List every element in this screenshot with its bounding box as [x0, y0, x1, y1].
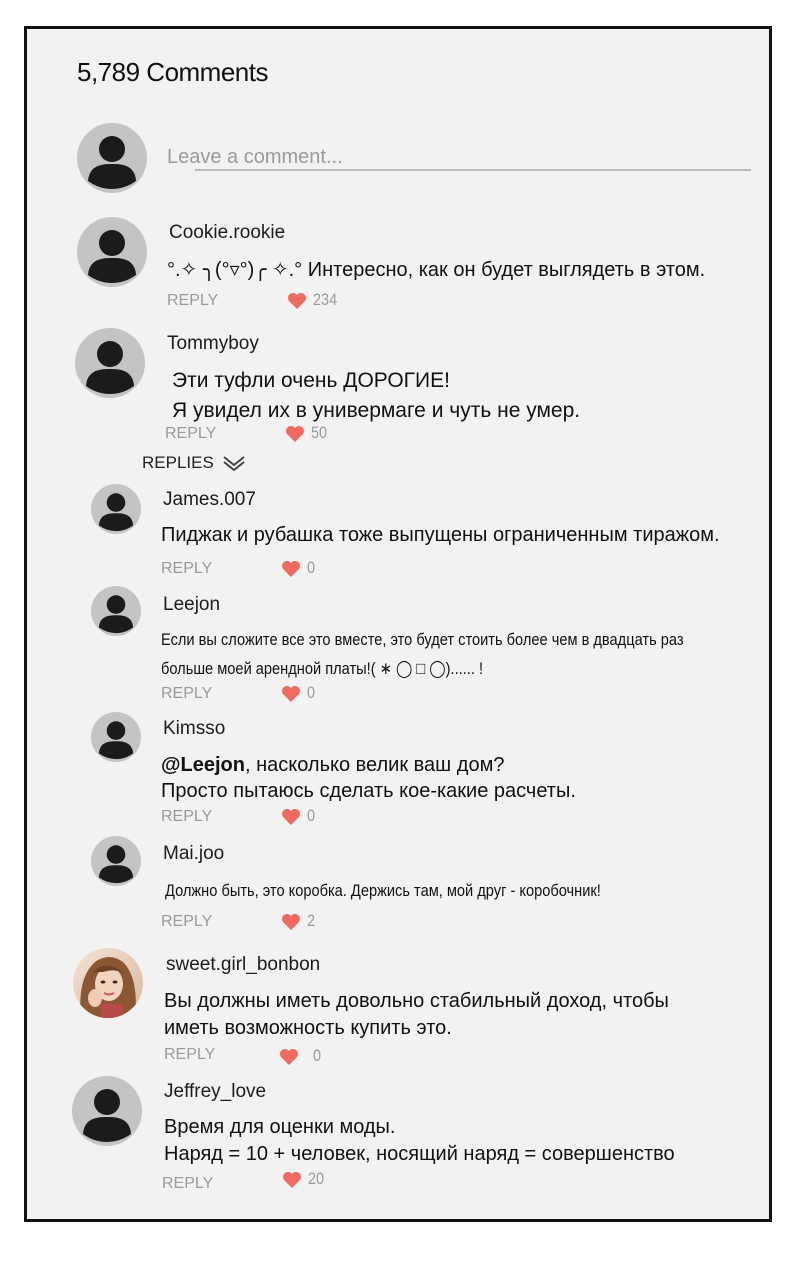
- reply-button[interactable]: REPLY: [164, 1046, 216, 1063]
- like-count: 0: [313, 1046, 322, 1065]
- reply-text-line: больше моей арендной платы!( ∗ ◯ □ ◯)...... !: [161, 659, 484, 678]
- heart-icon: [281, 808, 301, 826]
- comment-text-line: Наряд = 10 + человек, носящий наряд = совершенство: [164, 1143, 675, 1165]
- like-button[interactable]: [281, 560, 301, 578]
- comments-count-title: 5,789 Comments: [77, 57, 268, 87]
- reply-username[interactable]: Mai.joo: [163, 843, 225, 864]
- like-button[interactable]: [279, 1048, 299, 1066]
- reply-button[interactable]: REPLY: [161, 685, 213, 702]
- profile-photo-icon: [73, 948, 143, 1018]
- person-silhouette-icon: [91, 836, 141, 886]
- reply-username[interactable]: Kimsso: [163, 718, 226, 739]
- heart-icon: [285, 425, 305, 443]
- comment-username[interactable]: Tommyboy: [167, 333, 259, 354]
- comment-text-line: Я увидел их в универмаге и чуть не умер.: [172, 399, 581, 422]
- reply-text-line: Если вы сложите все это вместе, это будет стоить более чем в двадцать раз: [161, 630, 684, 649]
- person-silhouette-icon: [72, 1076, 142, 1146]
- reply-button[interactable]: REPLY: [165, 425, 217, 442]
- input-underline: [195, 169, 751, 171]
- avatar[interactable]: [75, 328, 145, 398]
- double-chevron-down-icon: [222, 454, 246, 472]
- like-button[interactable]: [282, 1171, 302, 1189]
- replies-toggle[interactable]: [142, 453, 246, 473]
- reply-text: Должно быть, это коробка. Держись там, мой друг - коробочник!: [165, 881, 601, 900]
- heart-icon: [279, 1048, 299, 1066]
- heart-icon: [287, 292, 307, 310]
- comment-text: °.✧ ╮(°▿°)╭ ✧.° Интересно, как он будет выглядеть в этом.: [167, 259, 706, 281]
- comment-username[interactable]: sweet.girl_bonbon: [166, 954, 321, 975]
- person-silhouette-icon: [91, 586, 141, 636]
- avatar-photo[interactable]: [73, 948, 143, 1018]
- like-count: 50: [311, 423, 328, 442]
- avatar[interactable]: [91, 484, 141, 534]
- comment-input[interactable]: [167, 142, 751, 172]
- person-silhouette-icon: [91, 484, 141, 534]
- avatar[interactable]: [91, 712, 141, 762]
- heart-icon: [281, 685, 301, 703]
- reply-username[interactable]: James.007: [163, 489, 256, 510]
- reply-button[interactable]: REPLY: [161, 560, 213, 577]
- like-button[interactable]: [281, 685, 301, 703]
- like-button[interactable]: [281, 808, 301, 826]
- heart-icon: [281, 913, 301, 931]
- comment-text-line: иметь возможность купить это.: [164, 1017, 452, 1039]
- like-count: 0: [307, 558, 316, 577]
- reply-text: , насколько велик ваш дом?: [244, 754, 505, 776]
- heart-icon: [282, 1171, 302, 1189]
- like-button[interactable]: [285, 425, 305, 443]
- reply-button[interactable]: REPLY: [162, 1175, 214, 1192]
- reply-button[interactable]: REPLY: [167, 292, 219, 309]
- comment-text-line: Вы должны иметь довольно стабильный доход, чтобы: [164, 990, 669, 1012]
- like-button[interactable]: [281, 913, 301, 931]
- like-button[interactable]: [287, 292, 307, 310]
- reply-text-line: [161, 751, 504, 779]
- person-silhouette-icon: [91, 712, 141, 762]
- person-silhouette-icon: [77, 217, 147, 287]
- like-count: 2: [307, 911, 316, 930]
- current-user-avatar: [77, 123, 147, 193]
- replies-label: REPLIES: [142, 453, 214, 472]
- comments-panel: [24, 26, 772, 1222]
- like-count: 234: [313, 290, 338, 309]
- avatar[interactable]: [72, 1076, 142, 1146]
- like-count: 20: [308, 1169, 325, 1188]
- comment-username[interactable]: Jeffrey_love: [164, 1081, 267, 1102]
- comment-text-line: Эти туфли очень ДОРОГИЕ!: [172, 369, 450, 392]
- person-silhouette-icon: [75, 328, 145, 398]
- like-count: 0: [307, 683, 316, 702]
- heart-icon: [281, 560, 301, 578]
- person-silhouette-icon: [77, 123, 147, 193]
- avatar[interactable]: [91, 586, 141, 636]
- reply-button[interactable]: REPLY: [161, 808, 213, 825]
- avatar[interactable]: [77, 217, 147, 287]
- reply-text: Пиджак и рубашка тоже выпущены ограниченным тиражом.: [161, 524, 720, 546]
- comment-username[interactable]: Cookie.rookie: [169, 222, 286, 243]
- reply-button[interactable]: REPLY: [161, 913, 213, 930]
- avatar[interactable]: [91, 836, 141, 886]
- like-count: 0: [307, 806, 316, 825]
- reply-text-line: Просто пытаюсь сделать кое-какие расчеты.: [161, 780, 576, 802]
- comment-text-line: Время для оценки моды.: [164, 1116, 396, 1138]
- reply-username[interactable]: Leejon: [163, 594, 221, 615]
- mention-link[interactable]: @Leejon: [161, 754, 245, 776]
